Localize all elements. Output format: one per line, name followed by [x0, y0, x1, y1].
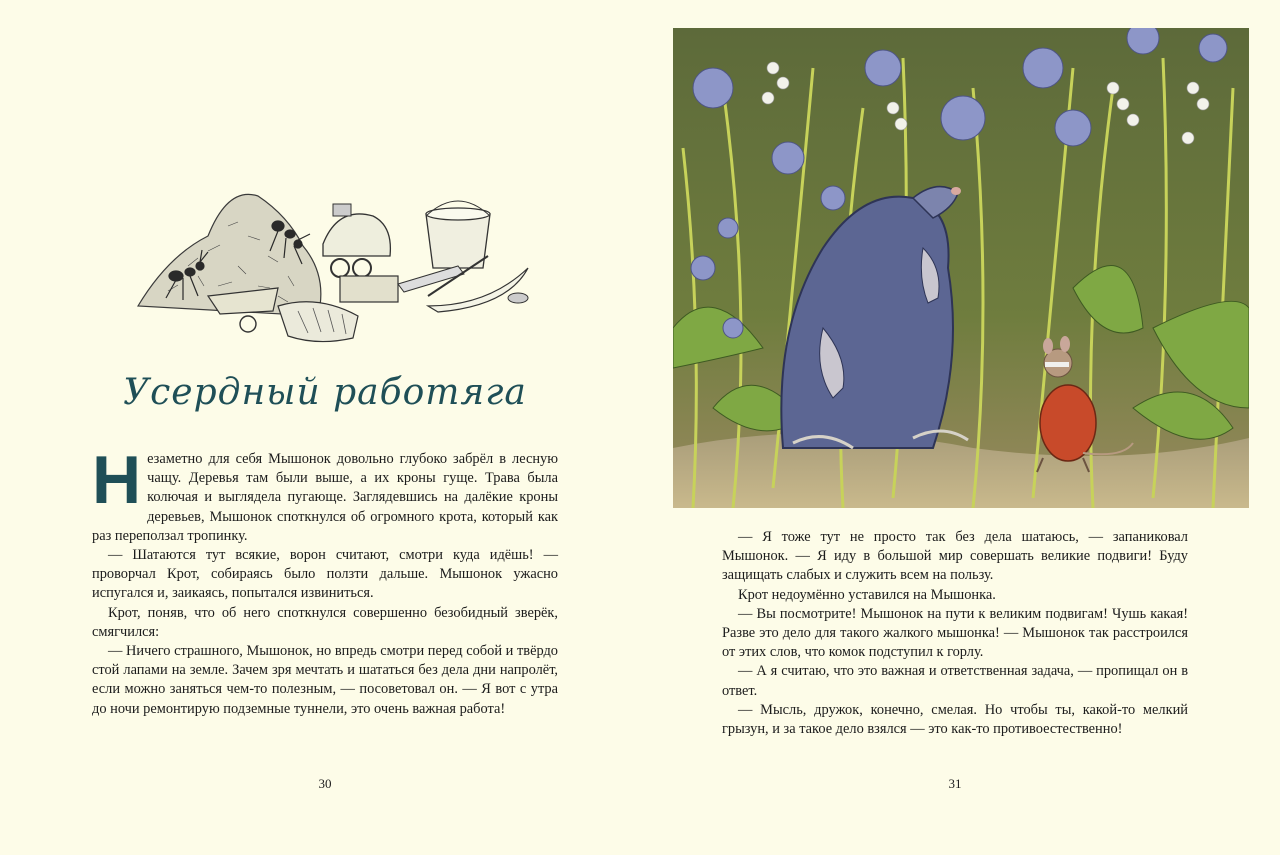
ants-tools-vignette-icon [128, 176, 532, 354]
paragraph: — Я тоже тут не просто так без дела шатаюсь, — запаниковал Мышонок. — Я иду в большой мир совершать великие подвиги! Буду защищать слабых и служить всем на пользу. [722, 529, 1188, 584]
page-number: 30 [318, 776, 332, 791]
paragraph: — А я считаю, что это важная и ответственная задача, — пропищал он в ответ. [722, 663, 1188, 699]
chapter-title: Усердный работяга [123, 372, 527, 413]
paragraph: — Мысль, дружок, конечно, смелая. Но чтобы ты, какой-то мелкий грызун, и за такое дело взялся — это как-то противоестественно! [722, 701, 1188, 738]
paragraph: — Вы посмотрите! Мышонок на пути к великим подвигам! Чушь какая! Разве это дело для такого жалкого мышонка! — Мышонок так расстроился от этих слов, что комок подступил к горлу. [722, 605, 1188, 661]
paragraph: — Ничего страшного, Мышонок, но впредь смотри перед собой и твёрдо стой лапами на земле. Зачем зря мечтать и шататься без дела дни напролёт, если можно заняться чем-то полезным, — посоветовал он. — Я вот с утра до ночи ремонтирую подземные туннели, это очень важная работа! [92, 643, 558, 717]
left-page-text [92, 442, 558, 719]
page-number: 31 [948, 776, 962, 791]
paragraph: Незаметно для себя Мышонок довольно глубоко забрёл в лесную чащу. Деревья там были выше, а их кроны гуще. Трава была колючая и выглядела пугающе. Заглядевшись на далёкие кроны деревьев, Мышонок споткнулся об огромного крота, который как раз переползал тропинку. [92, 442, 558, 544]
paragraph: — Шатаются тут всякие, ворон считают, смотри куда идёшь! — проворчал Крот, собираясь было ползти дальше. Мышонок ужасно испугался и, заикаясь, попытался извиниться. [92, 547, 558, 602]
right-page-text [722, 528, 1188, 739]
paragraph: Крот, поняв, что об него споткнулся совершенно безобидный зверёк, смягчился: [92, 604, 558, 640]
mole-and-mouse-illustration-icon [673, 28, 1249, 508]
paragraph: Крот недоумённо уставился на Мышонка. [738, 586, 996, 603]
drop-cap: Н [92, 442, 142, 518]
